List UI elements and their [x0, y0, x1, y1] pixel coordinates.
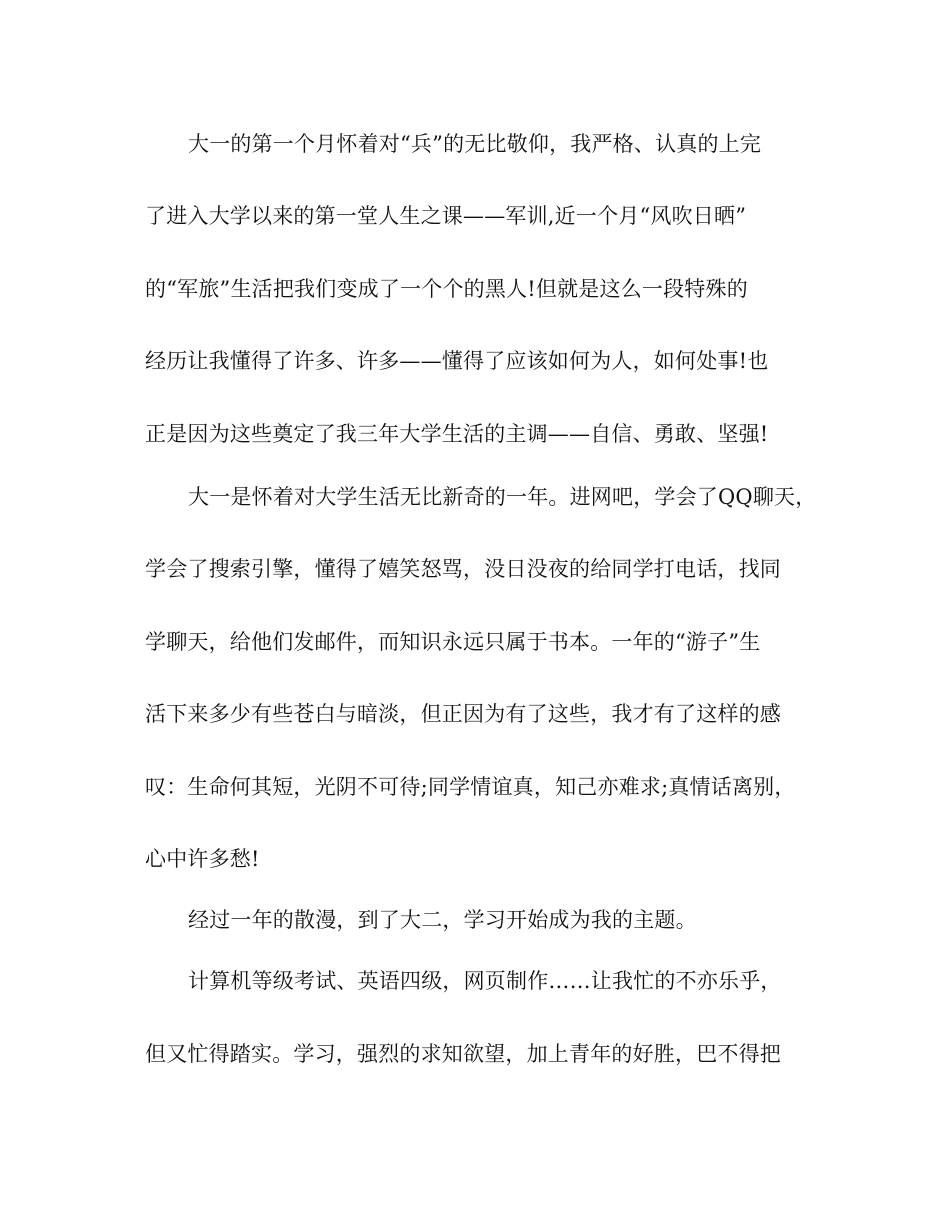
paragraph-2-line-3: 学聊天，给他们发邮件，而知识永远只属于书本。一年的“游子”生: [145, 630, 761, 654]
paragraph-3-line-1: 经过一年的散漫，到了大二，学习开始成为我的主题。: [188, 908, 697, 932]
paragraph-1-line-2: 了进入大学以来的第一堂人生之课——军训,近一个月“风吹日晒”: [145, 204, 747, 228]
paragraph-4-line-2: 但又忙得踏实。学习，强烈的求知欲望，加上青年的好胜，巴不得把: [145, 1042, 781, 1066]
paragraph-4-line-1: 计算机等级考试、英语四级，网页制作……让我忙的不亦乐乎，: [188, 969, 782, 993]
paragraph-2-line-6: 心中许多愁!: [145, 847, 260, 871]
paragraph-2-line-2: 学会了搜索引擎，懂得了嬉笑怒骂，没日没夜的给同学打电话，找同: [145, 557, 781, 581]
paragraph-1-line-3: 的“军旅”生活把我们变成了一个个的黑人!但就是这么一段特殊的: [145, 277, 748, 301]
paragraph-1-line-5: 正是因为这些奠定了我三年大学生活的主调——自信、勇敢、坚强!: [145, 422, 769, 446]
paragraph-2-line-1: 大一是怀着对大学生活无比新奇的一年。进网吧，学会了QQ聊天，: [188, 485, 817, 509]
paragraph-2-line-5: 叹：生命何其短，光阴不可待;同学情谊真，知己亦难求;真情话离别，: [145, 775, 796, 799]
paragraph-2-line-4: 活下来多少有些苍白与暗淡，但正因为有了这些，我才有了这样的感: [145, 702, 781, 726]
paragraph-1-line-1: 大一的第一个月怀着对“兵”的无比敬仰，我严格、认真的上完: [188, 132, 762, 156]
paragraph-1-line-4: 经历让我懂得了许多、许多——懂得了应该如何为人，如何处事!也: [145, 349, 769, 373]
